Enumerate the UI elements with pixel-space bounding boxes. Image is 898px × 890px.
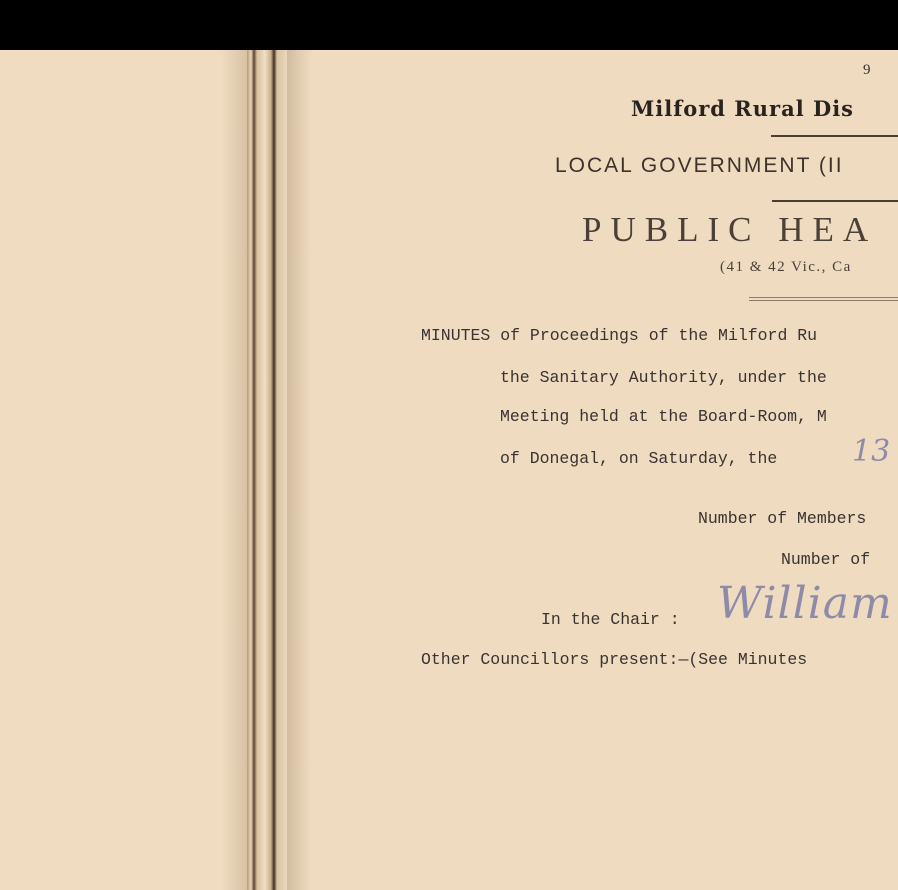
heading-divider [771, 135, 898, 137]
public-health-heading: PUBLIC HEA [582, 210, 878, 249]
handwritten-date: 13 [852, 434, 891, 469]
minutes-line-2: the Sanitary Authority, under the [500, 368, 827, 387]
other-councillors-line: Other Councillors present:—(See Minutes [421, 650, 808, 669]
right-document-page [287, 50, 898, 890]
minutes-line-4: of Donegal, on Saturday, the [500, 449, 778, 468]
minutes-line-1: MINUTES of Proceedings of the Milford Ru [421, 326, 818, 345]
double-rule [749, 297, 898, 301]
district-heading: Milford Rural Dis [631, 96, 854, 121]
members-line: Number of Members [698, 509, 867, 528]
chair-label: In the Chair : [541, 610, 680, 629]
heading-divider-2 [772, 200, 898, 202]
left-blank-page [0, 50, 252, 890]
handwritten-chair-name: William [717, 578, 893, 629]
statute-reference: (41 & 42 Vic., Ca [720, 259, 852, 275]
act-heading: LOCAL GOVERNMENT (II [555, 154, 844, 177]
minutes-line-3: Meeting held at the Board-Room, M [500, 407, 827, 426]
top-black-border [0, 0, 898, 50]
number-of-line: Number of [781, 550, 871, 569]
book-gutter [247, 50, 287, 890]
page-number: 9 [863, 62, 871, 78]
